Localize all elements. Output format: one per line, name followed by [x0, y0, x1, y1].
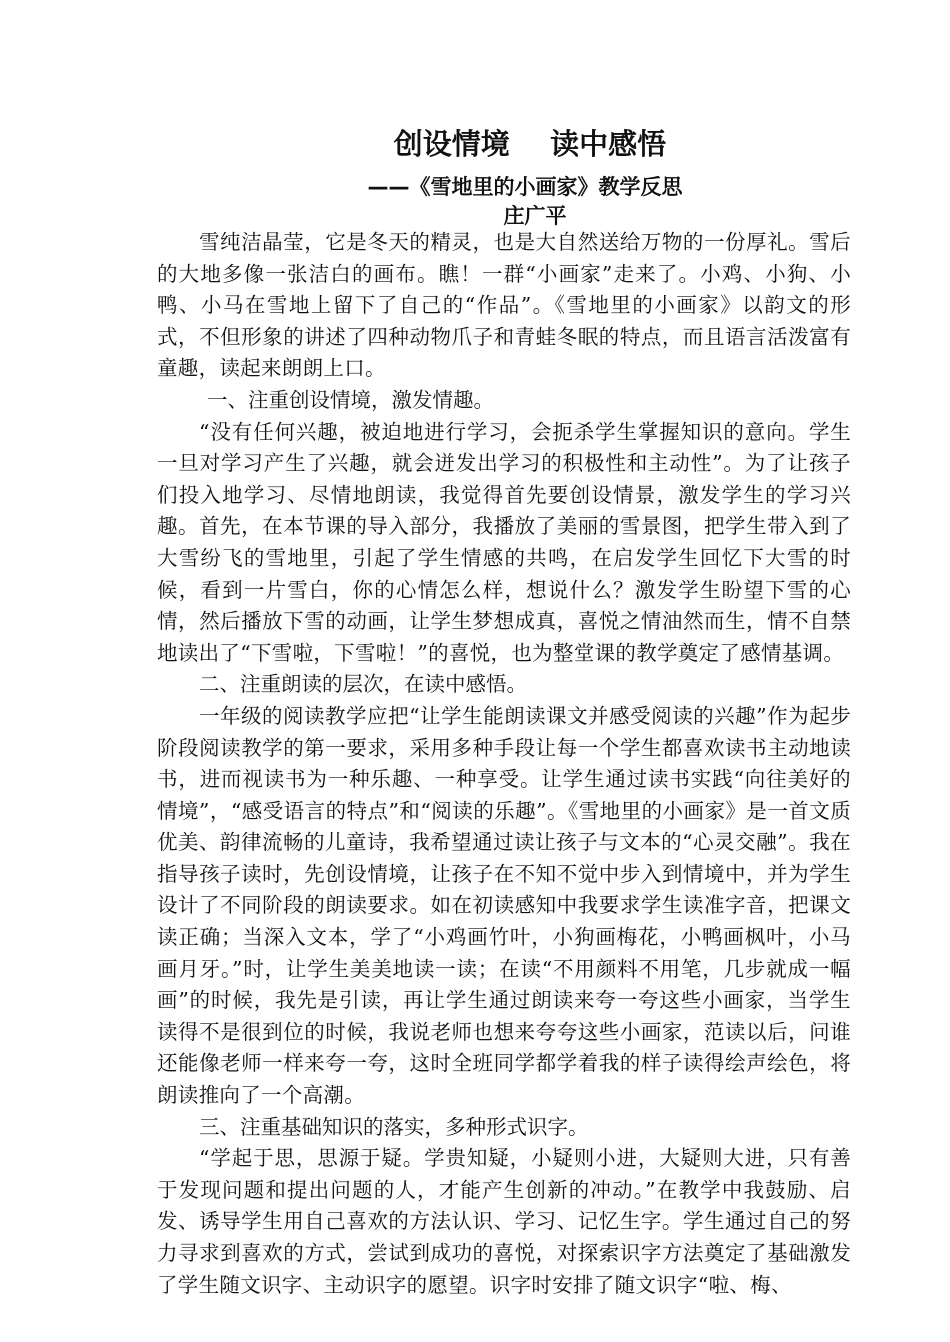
section-paragraph-1: “没有任何兴趣，被迫地进行学习，会扼杀学生掌握知识的意向。学生一旦对学习产生了兴趣，就会迸发出学习的积极性和主动性”。为了让孩子们投入地学习、尽情地朗读，我觉得首先要创设情景，激发学生的学习兴趣。首先，在本节课的导入部分，我播放了美丽的雪景图，把学生带入到了大雪纷飞的雪地里，引起了学生情感的共鸣，在启发学生回忆下大雪的时候，看到一片雪白，你的心情怎么样，想说什么？激发学生盼望下雪的心情，然后播放下雪的动画，让学生梦想成真，喜悦之情油然而生，情不自禁地读出了“下雪啦，下雪啦！”的喜悦，也为整堂课的教学奠定了感情基调。	[157, 419, 851, 665]
section-paragraph-2: 一年级的阅读教学应把“让学生能朗读课文并感受阅读的兴趣”作为起步阶段阅读教学的第一要求，采用多种手段让每一个学生都喜欢读书主动地读书，进而视读书为一种乐趣、一种享受。让学生通过读书实践“向往美好的情境”，“感受语言的特点”和“阅读的乐趣”。《雪地里的小画家》是一首文质优美、韵律流畅的儿童诗，我希望通过读让孩子与文本的“心灵交融”。我在指导孩子读时，先创设情境，让孩子在不知不觉中步入到情境中，并为学生设计了不同阶段的朗读要求。如在初读感知中我要求学生读准字音，把课文读正确；当深入文本，学了“小鸡画竹叶，小狗画梅花，小鸭画枫叶，小马画月牙。”时，让学生美美地读一读；在读“不用颜料不用笔，几步就成一幅画”的时候，我先是引读，再让学生通过朗读来夸一夸这些小画家，当学生读得不是很到位的时候，我说老师也想来夸夸这些小画家，范读以后，问谁还能像老师一样来夸一夸，这时全班同学都学着我的样子读得绘声绘色，将朗读推向了一个高潮。	[157, 703, 851, 1108]
document-body	[157, 227, 851, 1301]
section-heading-2: 二、注重朗读的层次，在读中感悟。	[199, 672, 527, 697]
section-heading-1: 一、注重创设情境，激发情趣。	[207, 387, 494, 412]
document-subtitle: ——《雪地里的小画家》教学反思	[367, 175, 683, 199]
document-title: 创设情境 读中感悟	[393, 127, 667, 161]
document-author: 庄广平	[503, 204, 567, 228]
section-paragraph-3: “学起于思，思源于疑。学贵知疑，小疑则小进，大疑则大进，只有善于发现问题和提出问题的人，才能产生创新的冲动。”在教学中我鼓励、启发、诱导学生用自己喜欢的方法认识、学习、记忆生字。学生通过自己的努力寻求到喜欢的方式，尝试到成功的喜悦，对探索识字方法奠定了基础激发了学生随文识字、主动识字的愿望。识字时安排了随文识字“啦、梅、	[157, 1146, 851, 1297]
intro-paragraph: 雪纯洁晶莹，它是冬天的精灵，也是大自然送给万物的一份厚礼。雪后的大地多像一张洁白的画布。瞧！一群“小画家”走来了。小鸡、小狗、小鸭、小马在雪地上留下了自己的“作品”。《雪地里的小画家》以韵文的形式，不但形象的讲述了四种动物爪子和青蛙冬眠的特点，而且语言活泼富有童趣，读起来朗朗上口。	[157, 230, 851, 381]
section-heading-3: 三、注重基础知识的落实，多种形式识字。	[199, 1114, 589, 1139]
